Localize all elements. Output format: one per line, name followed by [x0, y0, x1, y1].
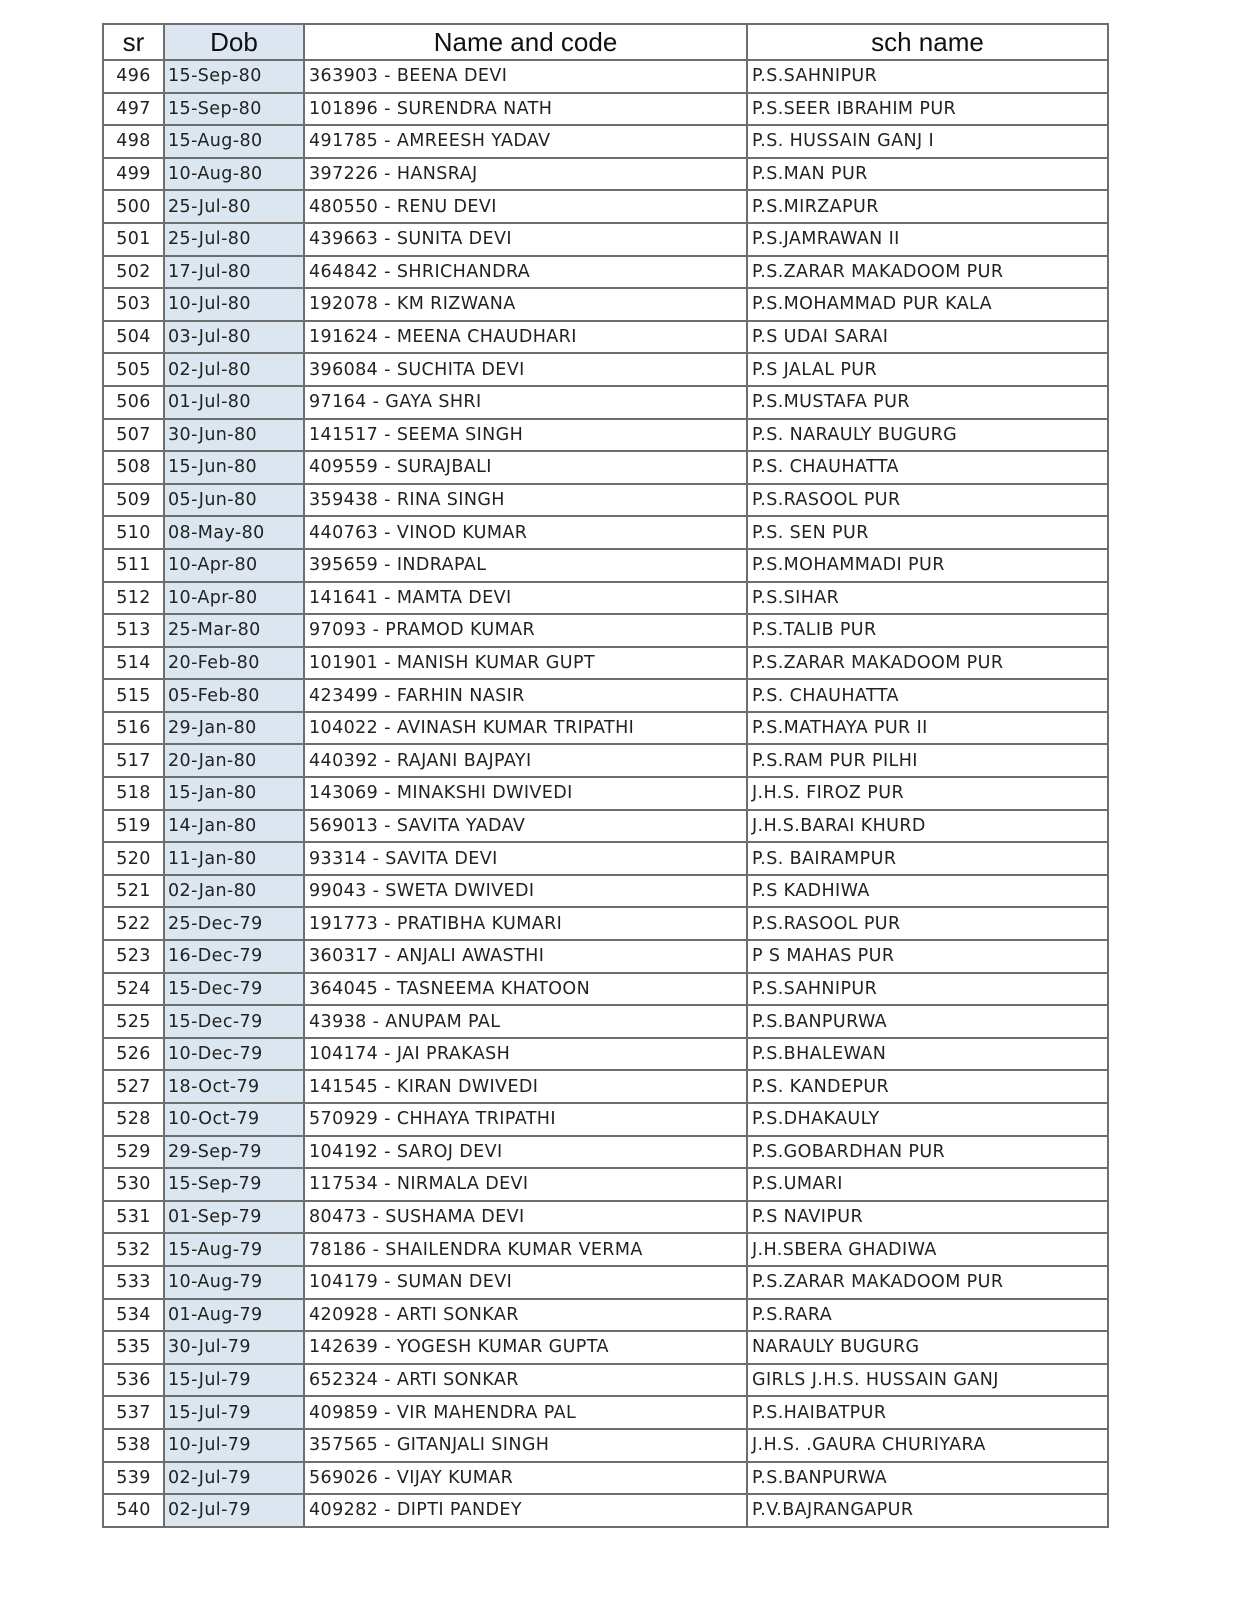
- header-row: [103, 24, 1108, 60]
- cell-name-and-code: 569026 - VIJAY KUMAR: [304, 1462, 747, 1495]
- cell-sr: 504: [103, 321, 164, 354]
- cell-sr: 518: [103, 777, 164, 810]
- cell-name-and-code: 440763 - VINOD KUMAR: [304, 516, 747, 549]
- cell-name-and-code: 99043 - SWETA DWIVEDI: [304, 875, 747, 908]
- cell-name-and-code: 143069 - MINAKSHI DWIVEDI: [304, 777, 747, 810]
- cell-name-and-code: 97093 - PRAMOD KUMAR: [304, 614, 747, 647]
- cell-sr: 511: [103, 549, 164, 582]
- cell-school-name: P.V.BAJRANGAPUR: [747, 1494, 1108, 1527]
- cell-sr: 531: [103, 1201, 164, 1234]
- cell-name-and-code: 491785 - AMREESH YADAV: [304, 125, 747, 158]
- cell-dob: 25-Dec-79: [164, 907, 304, 940]
- cell-school-name: P.S.RASOOL PUR: [747, 484, 1108, 517]
- cell-school-name: P.S.UMARI: [747, 1168, 1108, 1201]
- cell-name-and-code: 141517 - SEEMA SINGH: [304, 419, 747, 452]
- cell-school-name: P.S.BANPURWA: [747, 1005, 1108, 1038]
- table-row: [103, 321, 1108, 354]
- cell-name-and-code: 569013 - SAVITA YADAV: [304, 810, 747, 843]
- header-name-and-code: Name and code: [304, 24, 747, 60]
- cell-sr: 516: [103, 712, 164, 745]
- cell-name-and-code: 420928 - ARTI SONKAR: [304, 1299, 747, 1332]
- cell-school-name: P.S.MAN PUR: [747, 158, 1108, 191]
- cell-school-name: P.S.MOHAMMAD PUR KALA: [747, 288, 1108, 321]
- table-row: [103, 1494, 1108, 1527]
- cell-name-and-code: 104179 - SUMAN DEVI: [304, 1266, 747, 1299]
- cell-sr: 526: [103, 1038, 164, 1071]
- cell-dob: 02-Jan-80: [164, 875, 304, 908]
- table-row: [103, 973, 1108, 1006]
- cell-school-name: P.S.SAHNIPUR: [747, 973, 1108, 1006]
- cell-name-and-code: 570929 - CHHAYA TRIPATHI: [304, 1103, 747, 1136]
- cell-dob: 15-Jul-79: [164, 1396, 304, 1429]
- table-row: [103, 647, 1108, 680]
- cell-dob: 16-Dec-79: [164, 940, 304, 973]
- cell-school-name: P.S.MATHAYA PUR II: [747, 712, 1108, 745]
- cell-school-name: P.S.BANPURWA: [747, 1462, 1108, 1495]
- cell-sr: 529: [103, 1136, 164, 1169]
- table-row: [103, 1038, 1108, 1071]
- cell-dob: 15-Sep-79: [164, 1168, 304, 1201]
- cell-school-name: P.S.SAHNIPUR: [747, 60, 1108, 93]
- cell-sr: 517: [103, 744, 164, 777]
- cell-dob: 15-Sep-80: [164, 93, 304, 126]
- cell-dob: 30-Jun-80: [164, 419, 304, 452]
- table-row: [103, 1005, 1108, 1038]
- table-row: [103, 842, 1108, 875]
- table-row: [103, 288, 1108, 321]
- cell-name-and-code: 191773 - PRATIBHA KUMARI: [304, 907, 747, 940]
- cell-name-and-code: 357565 - GITANJALI SINGH: [304, 1429, 747, 1462]
- cell-name-and-code: 397226 - HANSRAJ: [304, 158, 747, 191]
- cell-school-name: P.S.DHAKAULY: [747, 1103, 1108, 1136]
- table-row: [103, 679, 1108, 712]
- table-header: [103, 24, 1108, 60]
- cell-dob: 15-Jul-79: [164, 1364, 304, 1397]
- table-row: [103, 1299, 1108, 1332]
- cell-dob: 30-Jul-79: [164, 1331, 304, 1364]
- cell-school-name: NARAULY BUGURG: [747, 1331, 1108, 1364]
- cell-name-and-code: 101896 - SURENDRA NATH: [304, 93, 747, 126]
- cell-dob: 02-Jul-79: [164, 1462, 304, 1495]
- cell-sr: 540: [103, 1494, 164, 1527]
- cell-dob: 01-Aug-79: [164, 1299, 304, 1332]
- cell-school-name: P.S.RAM PUR PILHI: [747, 744, 1108, 777]
- cell-school-name: P.S.RARA: [747, 1299, 1108, 1332]
- cell-school-name: P.S.MIRZAPUR: [747, 190, 1108, 223]
- cell-name-and-code: 117534 - NIRMALA DEVI: [304, 1168, 747, 1201]
- cell-sr: 500: [103, 190, 164, 223]
- cell-sr: 505: [103, 353, 164, 386]
- table-row: [103, 582, 1108, 615]
- table-row: [103, 60, 1108, 93]
- cell-dob: 10-Dec-79: [164, 1038, 304, 1071]
- table-row: [103, 1364, 1108, 1397]
- cell-sr: 527: [103, 1070, 164, 1103]
- cell-school-name: P.S.JAMRAWAN II: [747, 223, 1108, 256]
- header-dob: Dob: [164, 24, 304, 60]
- cell-dob: 01-Jul-80: [164, 386, 304, 419]
- table-row: [103, 419, 1108, 452]
- cell-sr: 533: [103, 1266, 164, 1299]
- cell-sr: 507: [103, 419, 164, 452]
- cell-dob: 20-Feb-80: [164, 647, 304, 680]
- cell-dob: 10-Aug-80: [164, 158, 304, 191]
- cell-sr: 514: [103, 647, 164, 680]
- cell-sr: 521: [103, 875, 164, 908]
- cell-dob: 10-Oct-79: [164, 1103, 304, 1136]
- cell-sr: 496: [103, 60, 164, 93]
- cell-name-and-code: 104022 - AVINASH KUMAR TRIPATHI: [304, 712, 747, 745]
- table-row: [103, 516, 1108, 549]
- table-row: [103, 744, 1108, 777]
- cell-school-name: P.S.HAIBATPUR: [747, 1396, 1108, 1429]
- cell-name-and-code: 396084 - SUCHITA DEVI: [304, 353, 747, 386]
- cell-school-name: P.S. SEN PUR: [747, 516, 1108, 549]
- table-row: [103, 1168, 1108, 1201]
- cell-school-name: P.S.ZARAR MAKADOOM PUR: [747, 256, 1108, 289]
- cell-dob: 15-Dec-79: [164, 973, 304, 1006]
- cell-dob: 17-Jul-80: [164, 256, 304, 289]
- cell-sr: 535: [103, 1331, 164, 1364]
- cell-sr: 523: [103, 940, 164, 973]
- cell-name-and-code: 80473 - SUSHAMA DEVI: [304, 1201, 747, 1234]
- cell-sr: 539: [103, 1462, 164, 1495]
- cell-name-and-code: 101901 - MANISH KUMAR GUPT: [304, 647, 747, 680]
- header-school-name: sch name: [747, 24, 1108, 60]
- cell-name-and-code: 142639 - YOGESH KUMAR GUPTA: [304, 1331, 747, 1364]
- cell-name-and-code: 364045 - TASNEEMA KHATOON: [304, 973, 747, 1006]
- cell-sr: 506: [103, 386, 164, 419]
- cell-dob: 18-Oct-79: [164, 1070, 304, 1103]
- table-row: [103, 1429, 1108, 1462]
- cell-dob: 14-Jan-80: [164, 810, 304, 843]
- cell-dob: 05-Jun-80: [164, 484, 304, 517]
- cell-sr: 501: [103, 223, 164, 256]
- cell-sr: 536: [103, 1364, 164, 1397]
- table-row: [103, 1136, 1108, 1169]
- cell-name-and-code: 43938 - ANUPAM PAL: [304, 1005, 747, 1038]
- cell-dob: 15-Aug-80: [164, 125, 304, 158]
- table-row: [103, 256, 1108, 289]
- cell-name-and-code: 409859 - VIR MAHENDRA PAL: [304, 1396, 747, 1429]
- cell-name-and-code: 652324 - ARTI SONKAR: [304, 1364, 747, 1397]
- cell-school-name: P.S UDAI SARAI: [747, 321, 1108, 354]
- cell-dob: 10-Jul-79: [164, 1429, 304, 1462]
- table-row: [103, 158, 1108, 191]
- cell-sr: 534: [103, 1299, 164, 1332]
- cell-school-name: P.S.TALIB PUR: [747, 614, 1108, 647]
- cell-dob: 15-Jan-80: [164, 777, 304, 810]
- table-row: [103, 777, 1108, 810]
- table-row: [103, 1462, 1108, 1495]
- cell-sr: 522: [103, 907, 164, 940]
- cell-school-name: P.S. KANDEPUR: [747, 1070, 1108, 1103]
- teacher-list-table: [102, 23, 1109, 1528]
- cell-school-name: J.H.S. .GAURA CHURIYARA: [747, 1429, 1108, 1462]
- cell-school-name: P.S.RASOOL PUR: [747, 907, 1108, 940]
- cell-sr: 502: [103, 256, 164, 289]
- cell-sr: 515: [103, 679, 164, 712]
- table-row: [103, 1233, 1108, 1266]
- cell-sr: 508: [103, 451, 164, 484]
- cell-dob: 20-Jan-80: [164, 744, 304, 777]
- cell-dob: 01-Sep-79: [164, 1201, 304, 1234]
- cell-sr: 498: [103, 125, 164, 158]
- table-row: [103, 125, 1108, 158]
- cell-name-and-code: 360317 - ANJALI AWASTHI: [304, 940, 747, 973]
- cell-name-and-code: 480550 - RENU DEVI: [304, 190, 747, 223]
- cell-dob: 25-Jul-80: [164, 223, 304, 256]
- table-row: [103, 875, 1108, 908]
- cell-dob: 15-Sep-80: [164, 60, 304, 93]
- cell-school-name: P.S JALAL PUR: [747, 353, 1108, 386]
- cell-dob: 11-Jan-80: [164, 842, 304, 875]
- table-row: [103, 1103, 1108, 1136]
- header-sr: sr: [103, 24, 164, 60]
- cell-dob: 15-Jun-80: [164, 451, 304, 484]
- cell-name-and-code: 104192 - SAROJ DEVI: [304, 1136, 747, 1169]
- cell-name-and-code: 78186 - SHAILENDRA KUMAR VERMA: [304, 1233, 747, 1266]
- table-row: [103, 1266, 1108, 1299]
- table-row: [103, 614, 1108, 647]
- cell-name-and-code: 141545 - KIRAN DWIVEDI: [304, 1070, 747, 1103]
- table-row: [103, 1331, 1108, 1364]
- table-row: [103, 93, 1108, 126]
- cell-sr: 524: [103, 973, 164, 1006]
- cell-dob: 25-Mar-80: [164, 614, 304, 647]
- table-row: [103, 1201, 1108, 1234]
- table-row: [103, 190, 1108, 223]
- cell-dob: 10-Apr-80: [164, 582, 304, 615]
- cell-dob: 03-Jul-80: [164, 321, 304, 354]
- cell-sr: 509: [103, 484, 164, 517]
- cell-dob: 10-Apr-80: [164, 549, 304, 582]
- cell-name-and-code: 464842 - SHRICHANDRA: [304, 256, 747, 289]
- cell-school-name: P.S.GOBARDHAN PUR: [747, 1136, 1108, 1169]
- cell-dob: 15-Dec-79: [164, 1005, 304, 1038]
- cell-name-and-code: 395659 - INDRAPAL: [304, 549, 747, 582]
- table-row: [103, 223, 1108, 256]
- cell-school-name: J.H.S. FIROZ PUR: [747, 777, 1108, 810]
- cell-name-and-code: 409282 - DIPTI PANDEY: [304, 1494, 747, 1527]
- cell-sr: 538: [103, 1429, 164, 1462]
- cell-dob: 02-Jul-80: [164, 353, 304, 386]
- table-row: [103, 712, 1108, 745]
- cell-school-name: P.S. CHAUHATTA: [747, 679, 1108, 712]
- cell-sr: 537: [103, 1396, 164, 1429]
- table-row: [103, 907, 1108, 940]
- cell-school-name: P.S.SIHAR: [747, 582, 1108, 615]
- cell-name-and-code: 423499 - FARHIN NASIR: [304, 679, 747, 712]
- table-row: [103, 484, 1108, 517]
- cell-school-name: P.S NAVIPUR: [747, 1201, 1108, 1234]
- cell-sr: 503: [103, 288, 164, 321]
- cell-sr: 499: [103, 158, 164, 191]
- cell-sr: 530: [103, 1168, 164, 1201]
- table-row: [103, 549, 1108, 582]
- table-row: [103, 810, 1108, 843]
- cell-name-and-code: 440392 - RAJANI BAJPAYI: [304, 744, 747, 777]
- table-row: [103, 386, 1108, 419]
- cell-school-name: P.S.SEER IBRAHIM PUR: [747, 93, 1108, 126]
- cell-dob: 29-Jan-80: [164, 712, 304, 745]
- cell-school-name: J.H.S.BARAI KHURD: [747, 810, 1108, 843]
- cell-name-and-code: 104174 - JAI PRAKASH: [304, 1038, 747, 1071]
- cell-dob: 05-Feb-80: [164, 679, 304, 712]
- cell-school-name: P.S.ZARAR MAKADOOM PUR: [747, 1266, 1108, 1299]
- cell-school-name: P.S. BAIRAMPUR: [747, 842, 1108, 875]
- cell-name-and-code: 97164 - GAYA SHRI: [304, 386, 747, 419]
- cell-school-name: P.S. CHAUHATTA: [747, 451, 1108, 484]
- cell-sr: 497: [103, 93, 164, 126]
- cell-school-name: P.S. HUSSAIN GANJ I: [747, 125, 1108, 158]
- cell-name-and-code: 409559 - SURAJBALI: [304, 451, 747, 484]
- cell-dob: 29-Sep-79: [164, 1136, 304, 1169]
- cell-dob: 08-May-80: [164, 516, 304, 549]
- table-row: [103, 353, 1108, 386]
- cell-school-name: P.S KADHIWA: [747, 875, 1108, 908]
- table-row: [103, 1070, 1108, 1103]
- cell-sr: 532: [103, 1233, 164, 1266]
- cell-school-name: P.S.ZARAR MAKADOOM PUR: [747, 647, 1108, 680]
- cell-name-and-code: 93314 - SAVITA DEVI: [304, 842, 747, 875]
- table-row: [103, 1396, 1108, 1429]
- cell-name-and-code: 191624 - MEENA CHAUDHARI: [304, 321, 747, 354]
- table-body: [103, 60, 1108, 1527]
- cell-sr: 519: [103, 810, 164, 843]
- cell-name-and-code: 141641 - MAMTA DEVI: [304, 582, 747, 615]
- cell-sr: 513: [103, 614, 164, 647]
- cell-sr: 512: [103, 582, 164, 615]
- cell-name-and-code: 363903 - BEENA DEVI: [304, 60, 747, 93]
- cell-sr: 525: [103, 1005, 164, 1038]
- cell-name-and-code: 192078 - KM RIZWANA: [304, 288, 747, 321]
- table-row: [103, 940, 1108, 973]
- cell-school-name: P S MAHAS PUR: [747, 940, 1108, 973]
- cell-sr: 528: [103, 1103, 164, 1136]
- cell-school-name: J.H.SBERA GHADIWA: [747, 1233, 1108, 1266]
- cell-dob: 25-Jul-80: [164, 190, 304, 223]
- cell-sr: 510: [103, 516, 164, 549]
- cell-school-name: P.S. NARAULY BUGURG: [747, 419, 1108, 452]
- cell-name-and-code: 439663 - SUNITA DEVI: [304, 223, 747, 256]
- cell-sr: 520: [103, 842, 164, 875]
- cell-school-name: P.S.BHALEWAN: [747, 1038, 1108, 1071]
- cell-dob: 10-Jul-80: [164, 288, 304, 321]
- cell-dob: 15-Aug-79: [164, 1233, 304, 1266]
- cell-dob: 02-Jul-79: [164, 1494, 304, 1527]
- cell-school-name: GIRLS J.H.S. HUSSAIN GANJ: [747, 1364, 1108, 1397]
- cell-school-name: P.S.MOHAMMADI PUR: [747, 549, 1108, 582]
- cell-school-name: P.S.MUSTAFA PUR: [747, 386, 1108, 419]
- cell-name-and-code: 359438 - RINA SINGH: [304, 484, 747, 517]
- cell-dob: 10-Aug-79: [164, 1266, 304, 1299]
- table-row: [103, 451, 1108, 484]
